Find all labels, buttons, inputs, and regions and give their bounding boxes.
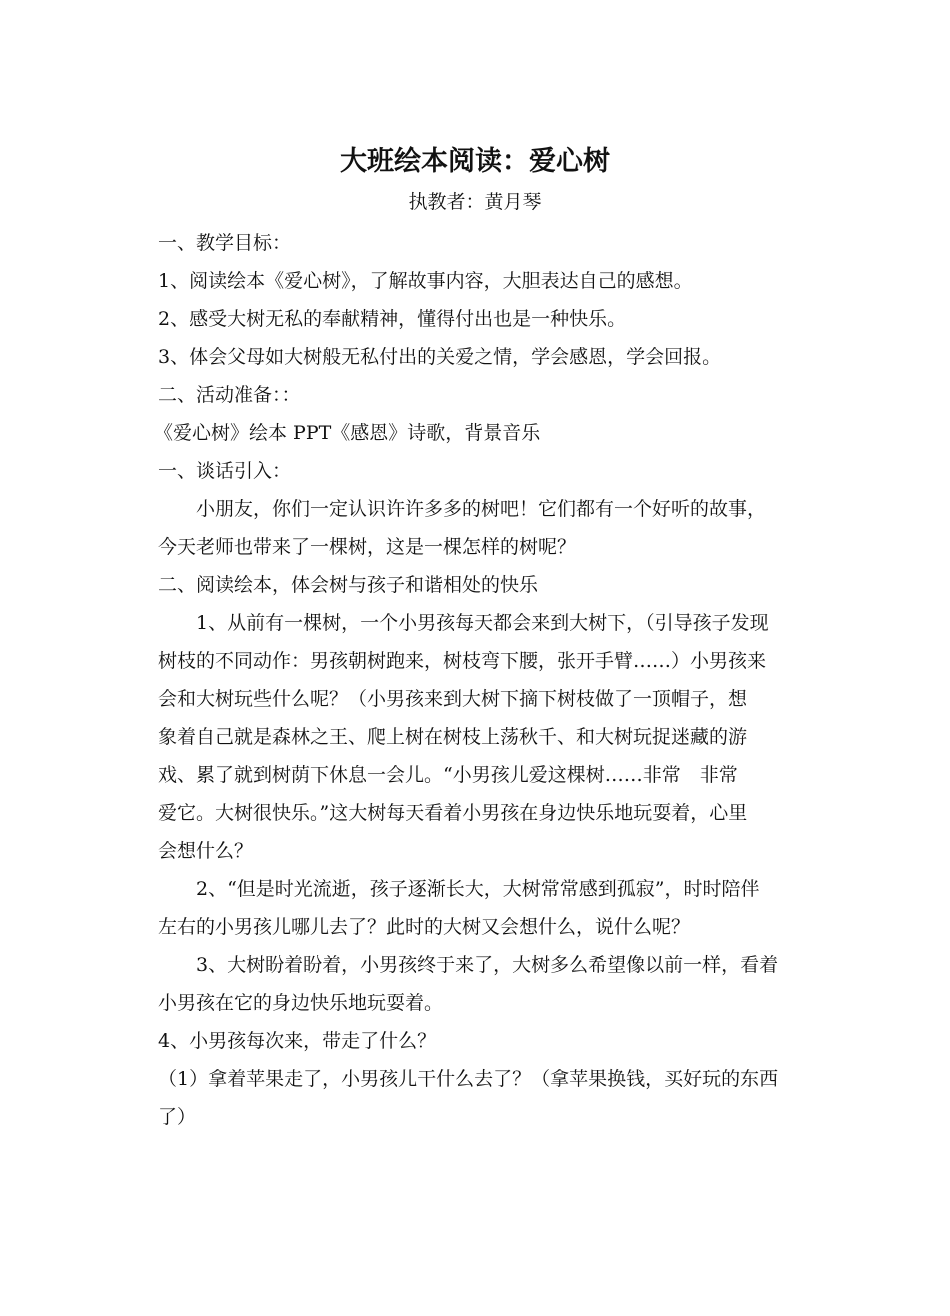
story-paragraph-3-line-2: 小男孩在它的身边快乐地玩耍着。 — [158, 992, 444, 1014]
goals-heading: 一、教学目标： — [158, 232, 292, 254]
story-paragraph-2-line-2: 左右的小男孩儿哪儿去了？此时的大树又会想什么，说什么呢？ — [158, 916, 691, 938]
prep-heading: 二、活动准备：： — [158, 384, 301, 406]
story-paragraph-1-line-1: 1、从前有一棵树，一个小男孩每天都会来到大树下，（引导孩子发现 — [196, 612, 769, 634]
intro-paragraph-line-1: 小朋友，你们一定认识许许多多的树吧！它们都有一个好听的故事， — [196, 498, 767, 520]
story-paragraph-1-line-3: 会和大树玩些什么呢？（小男孩来到大树下摘下树枝做了一顶帽子，想 — [158, 688, 748, 710]
story-paragraph-3-line-1: 3、大树盼着盼着，小男孩终于来了，大树多么希望像以前一样，看着 — [196, 954, 779, 976]
story-paragraph-1-line-6: 爱它。大树很快乐。”这大树每天看着小男孩在身边快乐地玩耍着，心里 — [158, 802, 748, 824]
story-paragraph-1-line-4: 象着自己就是森林之王、爬上树在树枝上荡秋千、和大树玩捉迷藏的游 — [158, 726, 748, 748]
intro-paragraph-line-2: 今天老师也带来了一棵树，这是一棵怎样的树呢？ — [158, 536, 577, 558]
story-paragraph-1-line-7: 会想什么？ — [158, 840, 254, 862]
story-paragraph-1-line-5: 戏、累了就到树荫下休息一会儿。“小男孩儿爱这棵树……非常 非常 — [158, 764, 738, 786]
goal-item-2: 2、感受大树无私的奉献精神，懂得付出也是一种快乐。 — [158, 308, 627, 330]
prep-text: 《爱心树》绘本 PPT《感恩》诗歌，背景音乐 — [154, 422, 541, 444]
story-paragraph-2-line-1: 2、“但是时光流逝，孩子逐渐长大，大树常常感到孤寂”，时时陪伴 — [196, 878, 760, 900]
goal-item-3: 3、体会父母如大树般无私付出的关爱之情，学会感恩，学会回报。 — [158, 346, 722, 368]
intro-heading: 一、谈话引入： — [158, 460, 292, 482]
read-heading: 二、阅读绘本，体会树与孩子和谐相处的快乐 — [158, 574, 539, 596]
story-item-4-1-line-2: 了） — [158, 1106, 197, 1128]
story-item-4-heading: 4、小男孩每次来，带走了什么？ — [158, 1030, 437, 1052]
story-paragraph-1-line-2: 树枝的不同动作：男孩朝树跑来，树枝弯下腰，张开手臂……）小男孩来 — [158, 650, 767, 672]
document-body — [154, 224, 803, 1136]
story-item-4-1-line-1: （1）拿着苹果走了，小男孩儿干什么去了？（拿苹果换钱，买好玩的东西 — [158, 1068, 779, 1090]
goal-item-1: 1、阅读绘本《爱心树》，了解故事内容，大胆表达自己的感想。 — [158, 270, 693, 292]
document-author: 执教者：黄月琴 — [408, 191, 542, 213]
document-title: 大班绘本阅读：爱心树 — [340, 146, 610, 177]
